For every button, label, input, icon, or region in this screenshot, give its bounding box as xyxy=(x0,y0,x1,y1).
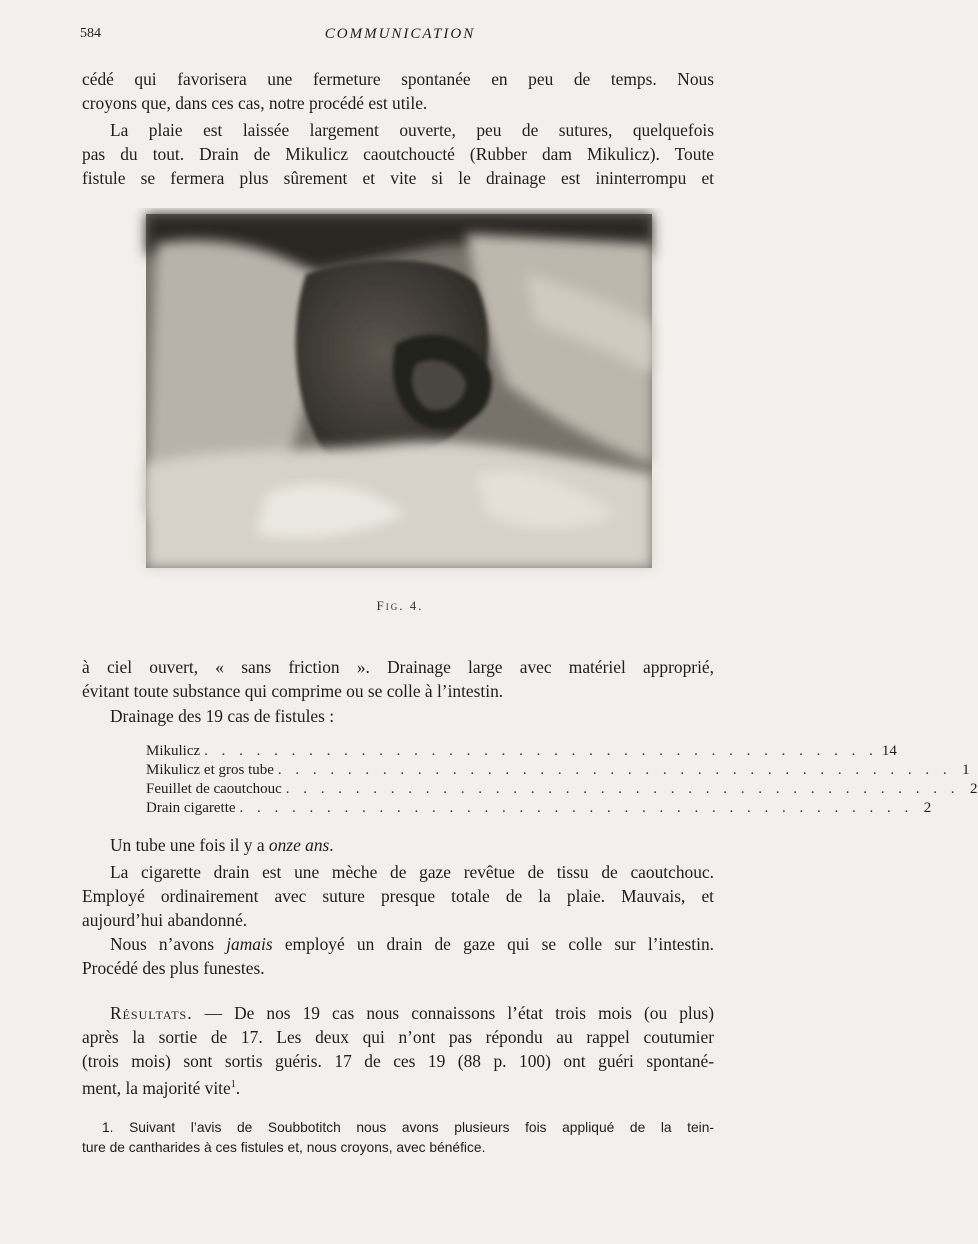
leader-dots: . . . . . . . . . . . . . . . . . . . . . . . . . . . . . . . . . . . . . . . xyxy=(277,762,952,778)
figure-photograph xyxy=(146,214,652,568)
table-row xyxy=(146,742,897,761)
paragraph-resultats xyxy=(82,1001,714,1100)
footnote xyxy=(82,1118,714,1158)
drainage-intro: Drainage des 19 cas de fistules : xyxy=(110,706,335,726)
jamais-italic: jamais xyxy=(226,934,273,954)
text-line xyxy=(82,932,714,956)
text-line: cédé qui favorisera une fermeture spontanée en peu de temps. Nous xyxy=(82,69,714,89)
text-line: La cigarette drain est une mèche de gaze revêtue de tissu de caoutchouc. xyxy=(110,862,714,882)
tube-suffix: . xyxy=(329,835,334,855)
jamais-prefix: Nous n’avons xyxy=(110,934,227,954)
text-line: évitant toute substance qui comprime ou se colle à l’intestin. xyxy=(82,681,504,701)
table-row-value: 2 xyxy=(970,781,978,797)
table-row-label: Feuillet de caoutchouc xyxy=(146,781,282,797)
page-number: 584 xyxy=(80,26,101,41)
resultats-last: ment, la majorité vite xyxy=(82,1077,231,1098)
jamais-suffix: employé un drain de gaze qui se colle sur l’intestin. xyxy=(272,934,714,954)
table-row-value: 14 xyxy=(881,743,897,759)
text-line: à ciel ouvert, « sans friction ». Drainage large avec matériel approprié, xyxy=(82,657,714,677)
text-line: Employé ordinairement avec suture presque totale de la plaie. Mauvais, et xyxy=(82,886,714,906)
text-line: (trois mois) sont sortis guéris. 17 de ces 19 (88 p. 100) ont guéri spontané- xyxy=(82,1051,714,1071)
table-row xyxy=(146,799,932,818)
paragraph-jamais xyxy=(82,932,714,980)
leader-dots: . . . . . . . . . . . . . . . . . . . . . . . . . . . . . . . . . . . . . . . xyxy=(204,743,878,759)
running-title: COMMUNICATION xyxy=(324,26,476,42)
resultats-label: Résultats. xyxy=(110,1003,193,1023)
text-line: fistule se fermera plus sûrement et vite si le drainage est ininterrompu et xyxy=(82,168,714,188)
paragraph-continuation xyxy=(82,67,714,115)
resultats-end: . xyxy=(235,1077,241,1098)
photo-illustration xyxy=(146,214,652,568)
text-line xyxy=(82,1001,714,1025)
table-row-value: 1 xyxy=(962,762,970,778)
table-row-label: Mikulicz xyxy=(146,743,201,759)
tube-prefix: Un tube une fois il y a xyxy=(110,835,269,855)
tube-italic: onze ans xyxy=(268,835,330,855)
text-line: croyons que, dans ces cas, notre procédé est utile. xyxy=(82,93,428,113)
leader-dots: . . . . . . . . . . . . . . . . . . . . . . . . . . . . . . . . . . . . . . . xyxy=(239,800,914,816)
table-row-label: Drain cigarette xyxy=(146,800,236,816)
figure-caption: Fig. 4. xyxy=(376,598,424,613)
text-line: La plaie est laissée largement ouverte, peu de sutures, quelquefois xyxy=(110,120,714,140)
table-row xyxy=(146,761,970,780)
drainage-table xyxy=(146,742,978,818)
footnote-line: ture de cantharides à ces fistules et, nous croyons, avec bénéfice. xyxy=(82,1140,486,1155)
footnote-line: 1. Suivant l’avis de Soubbotitch nous avons plusieurs fois appliqué de la tein- xyxy=(102,1120,714,1135)
table-row xyxy=(146,780,978,799)
text-line xyxy=(82,1073,714,1100)
table-row-value: 2 xyxy=(923,800,932,816)
paragraph-ciel-ouvert xyxy=(82,655,714,703)
paragraph-cigarette xyxy=(82,860,714,932)
text-line: aujourd’hui abandonné. xyxy=(82,910,248,930)
resultats-line1: — De nos 19 cas nous connaissons l’état trois mois (ou plus) xyxy=(192,1003,714,1023)
table-row-label: Mikulicz et gros tube xyxy=(146,762,274,778)
text-line: pas du tout. Drain de Mikulicz caoutchoucté (Rubber dam Mikulicz). Toute xyxy=(82,144,714,164)
leader-dots: . . . . . . . . . . . . . . . . . . . . . . . . . . . . . . . . . . . . . . . xyxy=(285,781,960,797)
footnote-reference: 1 xyxy=(230,1079,236,1090)
tube-line xyxy=(82,833,714,857)
page-header xyxy=(80,26,720,50)
text-line: après la sortie de 17. Les deux qui n’ont pas répondu au rappel coutumier xyxy=(82,1027,714,1047)
text-line: Procédé des plus funestes. xyxy=(82,958,265,978)
paragraph-plaie xyxy=(82,118,714,190)
